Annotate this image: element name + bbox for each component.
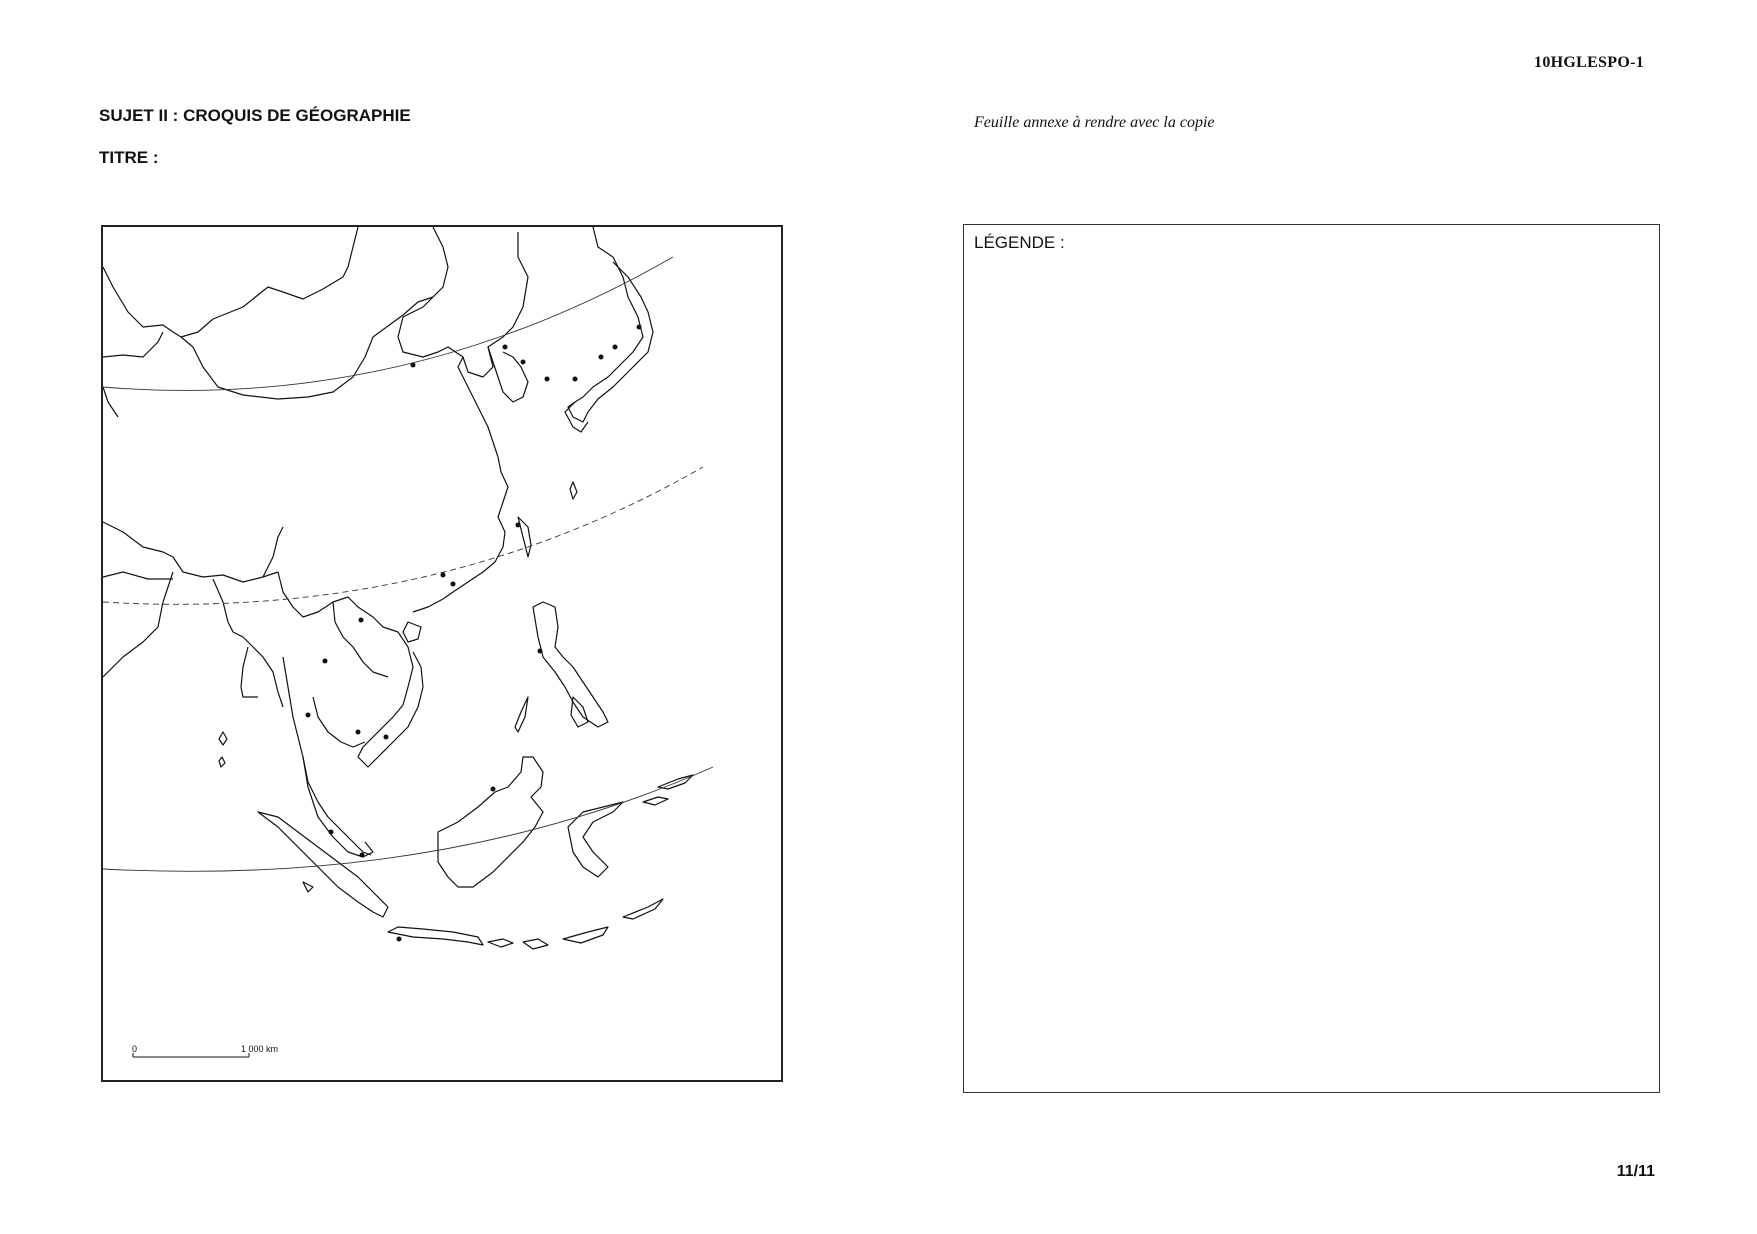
- legend-box[interactable]: [963, 224, 1660, 1093]
- legend-title: LÉGENDE :: [974, 233, 1065, 252]
- page-number: 11/11: [1616, 1163, 1655, 1180]
- scale-zero-label: 0: [132, 1044, 138, 1054]
- map-outline: [103, 227, 781, 1080]
- scale-distance-label: 1 000 km: [241, 1044, 279, 1054]
- subject-heading: SUJET II : CROQUIS DE GÉOGRAPHIE: [99, 106, 411, 125]
- annex-note: Feuille annexe à rendre avec la copie: [974, 114, 1215, 131]
- blank-map-east-asia: [101, 225, 783, 1082]
- title-label: TITRE :: [99, 148, 159, 167]
- document-code: 10HGLESPO-1: [1534, 54, 1644, 71]
